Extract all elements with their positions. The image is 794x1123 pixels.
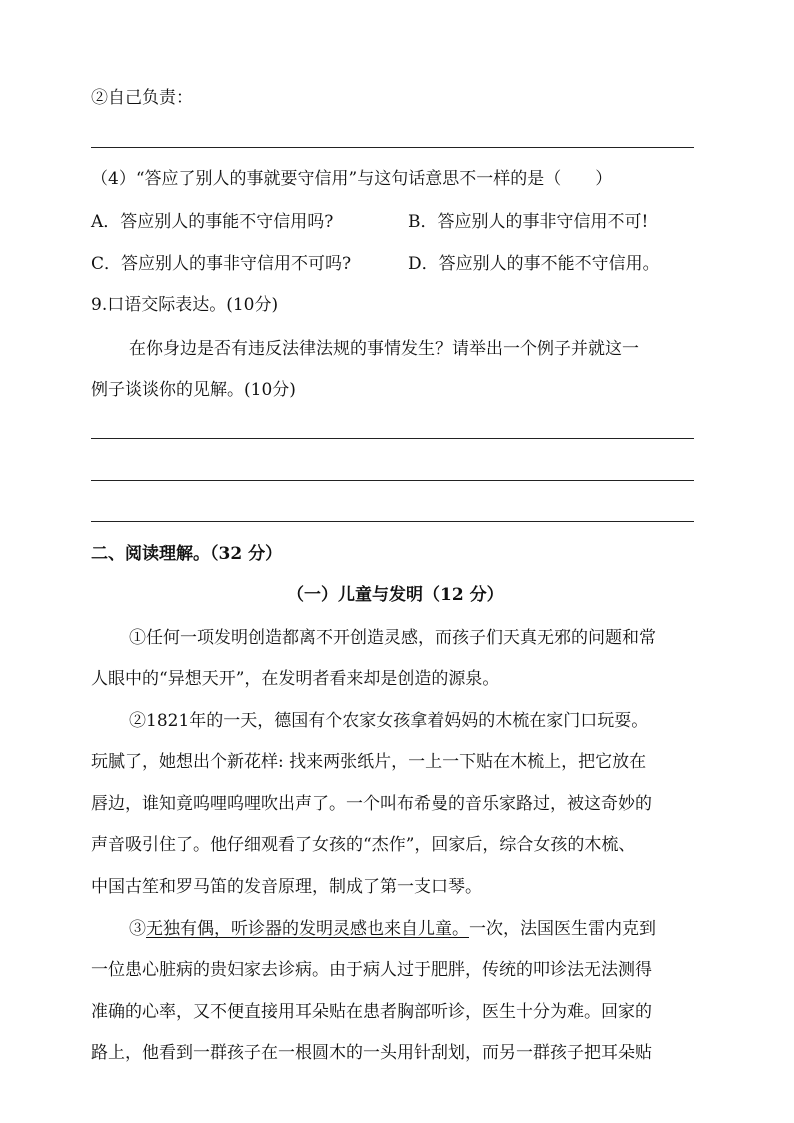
paragraph-line: ①任何一项发明创造都离不开创造灵感，而孩子们天真无邪的问题和常 (129, 628, 656, 648)
underlined-sentence: 无独有偶，听诊器的发明灵感也来自儿童。 (146, 919, 469, 939)
section-title: 二、阅读理解。（32 分） (91, 544, 283, 564)
paragraph-number: ③ (129, 919, 146, 939)
paragraph-line: 中国古笙和罗马笛的发音原理，制成了第一支口琴。 (91, 877, 482, 897)
paragraph-line: 唇边，谁知竟呜哩呜哩吹出声了。一个叫布希曼的音乐家路过，被这奇妙的 (91, 794, 652, 814)
sub-question-4-stem: （4）“答应了别人的事就要守信用”与这句话意思不一样的是（ ） (91, 169, 613, 189)
paragraph-line: 一位患心脏病的贵妇家去诊病。由于病人过于肥胖，传统的叩诊法无法测得 (91, 960, 652, 980)
answer-line (91, 438, 694, 439)
passage-title: （一）儿童与发明（12 分） (287, 585, 504, 605)
paragraph-line: 玩腻了，她想出个新花样: 找来两张纸片，一上一下贴在木梳上，把它放在 (91, 752, 647, 772)
item-2-label: ②自己负责： (91, 88, 193, 108)
option-c: C．答应别人的事非守信用不可吗? (91, 254, 352, 274)
answer-line (91, 147, 694, 148)
paragraph-line: 路上，他看到一群孩子在一根圆木的一头用针刮划，而另一群孩子把耳朵贴 (91, 1043, 652, 1063)
option-a: A．答应别人的事能不守信用吗? (91, 212, 334, 232)
sentence-rest: 一次，法国医生雷内克到 (469, 919, 656, 939)
question-9-prompt-line: 在你身边是否有违反法律法规的事情发生？请举出一个例子并就这一 (129, 339, 639, 359)
paragraph-line: 声音吸引住了。他仔细观看了女孩的“杰作”，回家后，综合女孩的木梳、 (91, 835, 636, 855)
option-d: D．答应别人的事不能不守信用。 (408, 254, 660, 274)
question-9-prompt-line: 例子谈谈你的见解。(10分) (91, 380, 296, 400)
answer-line (91, 521, 694, 522)
paragraph-line (129, 917, 656, 941)
question-9-title: 9.口语交际表达。(10分) (91, 295, 279, 315)
paragraph-line: 人眼中的“异想天开”，在发明者看来却是创造的源泉。 (91, 669, 500, 689)
option-b: B．答应别人的事非守信用不可! (408, 212, 649, 232)
paragraph-line: 准确的心率，又不便直接用耳朵贴在患者胸部听诊，医生十分为难。回家的 (91, 1002, 652, 1022)
paragraph-line: ②1821年的一天，德国有个农家女孩拿着妈妈的木梳在家门口玩耍。 (129, 711, 649, 731)
answer-line (91, 480, 694, 481)
